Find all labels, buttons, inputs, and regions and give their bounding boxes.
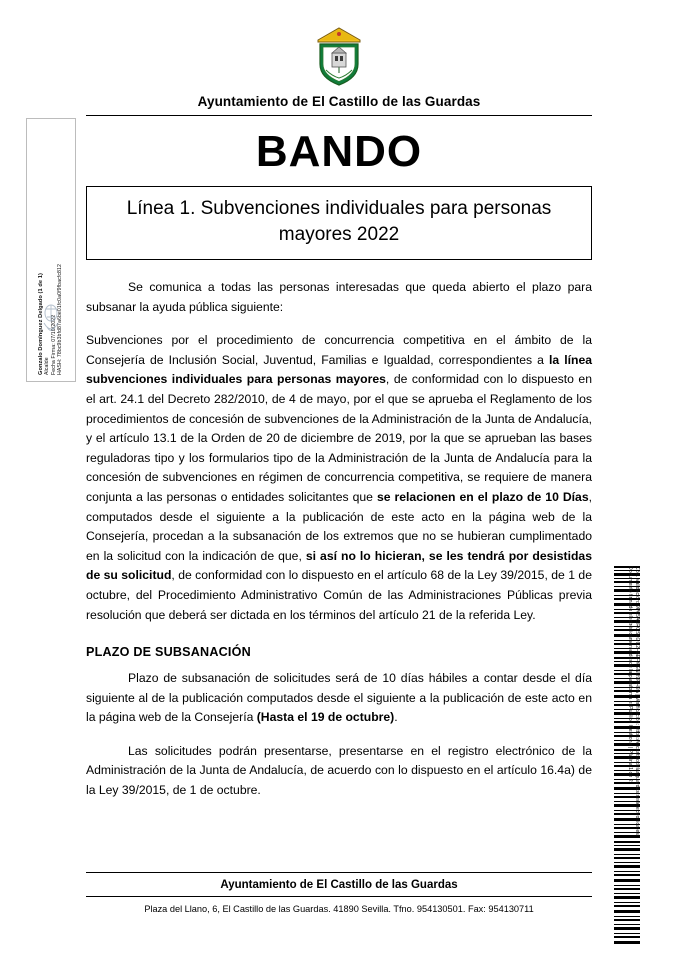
paragraph-plazo-bold-date: (Hasta el 19 de octubre) [256, 710, 395, 725]
signature-emblem-icon [40, 301, 62, 341]
header-organization-title: Ayuntamiento de El Castillo de las Guardas [197, 94, 481, 109]
footer-organization-title: Ayuntamiento de El Castillo de las Guardas [220, 879, 458, 891]
paragraph-plazo-part-c: . [394, 710, 398, 725]
paragraph-main-bold-line: la línea subvenciones individuales para personas mayores [86, 352, 592, 387]
footer-divider-bottom [86, 896, 592, 897]
signature-date: Fecha Firma: 07/10/2022 [51, 314, 57, 375]
subtitle-box: Línea 1. Subvenciones individuales para personas mayores 2022 [86, 186, 592, 260]
paragraph-main-bold-deadline: se relacionen en el plazo de 10 Días [376, 489, 589, 504]
paragraph-main-part-g: , de conformidad con lo dispuesto en el artículo 68 de la Ley 39/2015, de 1 de octubre, del Procedimiento Administrativo Común de las Administraciones Públicas previa resolución que deberá ser dictada en los términos del artículo 21 de la referida Ley. [86, 568, 592, 622]
paragraph-main-part-c: , de conformidad con lo dispuesto en el art. 24.1 del Decreto 282/2010, de 4 de mayo, por el que se aprueba el Reglamento de los procedimientos de concesión de subvenciones de la Administración de la Junta de Andalucía, y el artículo 13.1 de la Orden de 20 de diciembre de 2019, por la que se aprueban las bases reguladoras tipo y los formularios tipo de la Administración de la Junta de Andalucía para la concesión de subvenciones en régimen de concurrencia competitiva, se requiere de manera conjunta a las personas o entidades solicitantes que [86, 372, 592, 504]
signature-hash: HASH: 78bc9b3bfd87a6be01fc0a0f9fbacfc812 [57, 263, 64, 375]
paragraph-main-part-a: Subvenciones por el procedimiento de concurrencia competitiva en el ámbito de la Consejería de Inclusión Social, Juventud, Familias e Igualdad, correspondientes a [86, 333, 592, 367]
verification-barcode-strip [614, 566, 666, 946]
signature-signer-role: Alcalde [44, 357, 51, 375]
signature-stamp [26, 118, 76, 382]
document-content [86, 20, 592, 815]
paragraph-main-bold-warning: si así no lo hicieran, se les tendrá por desistidas de su solicitud [86, 548, 592, 583]
section-title-plazo: PLAZO DE SUBSANACIÓN [86, 645, 251, 660]
paragraph-plazo-part-a: Plazo de subsanación de solicitudes será de 10 días hábiles a contar desde el día siguiente al de la publicación computados desde el siguiente a la publicación de este acto en la página web de la Consejería [86, 671, 592, 725]
page-title: BANDO [255, 127, 423, 176]
coat-of-arms-icon [312, 26, 366, 88]
verification-code-line: Cód. Validación: 9P65A5RGSLGC2H6EFKGND9RH9A | Verificación: https://elcastillodelasguardas.sedelectronica.es/ [634, 566, 640, 837]
header-divider [86, 115, 592, 116]
verification-platform-line: Documento firmado electrónicamente desde la plataforma esPublico Gestiona | Página 1 de 2 [627, 566, 634, 782]
footer-address: Plaza del Llano, 6, El Castillo de las Guardas. 41890 Sevilla. Tfno. 954130501. Fax: 954130711 [144, 904, 534, 914]
paragraph-main-part-e: , computados desde el siguiente a la publicación de este acto en la página web de la Consejería, procedan a la subsanación de los extremos que no se hubieran cumplimentado en la solicitud con la indicación de que, [86, 489, 592, 563]
verification-text [614, 566, 640, 946]
footer-divider-top [86, 872, 592, 873]
paragraph-plazo [86, 669, 592, 728]
paragraph-solicitudes: Las solicitudes podrán presentarse, presentarse en el registro electrónico de la Administración de la Junta de Andalucía, de acuerdo con lo dispuesto en el artículo 16.4a) de la Ley 39/2015, de 1 de octubre. [86, 743, 592, 798]
paragraph-intro: Se comunica a todas las personas interesadas que queda abierto el plazo para subsanar la ayuda pública siguiente: [86, 280, 592, 314]
document-footer [86, 872, 592, 916]
paragraph-main [86, 331, 592, 625]
signature-signer-name: Gonzalo Domínguez Delgado (1 de 1) [38, 273, 45, 375]
